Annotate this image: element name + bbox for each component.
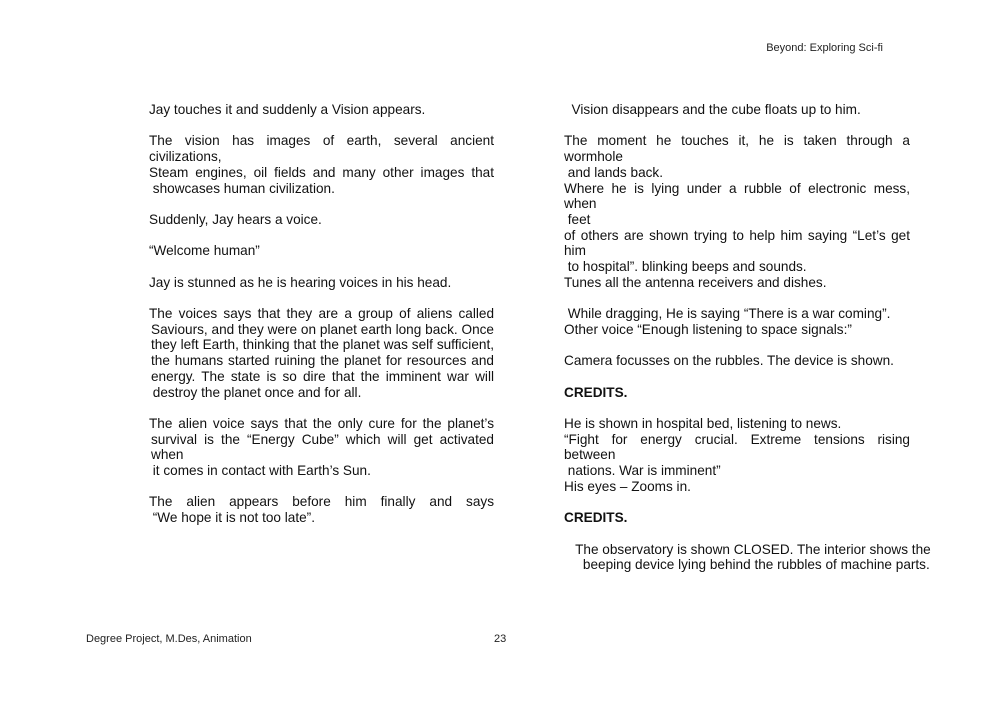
paragraph-line: Other voice “Enough listening to space signals:” bbox=[564, 321, 852, 337]
left-column bbox=[149, 102, 494, 526]
paragraph-line: “We hope it is not too late”. bbox=[149, 510, 315, 526]
paragraph-line: Tunes all the antenna receivers and dishes. bbox=[564, 274, 827, 290]
running-header: Beyond: Exploring Sci-fi bbox=[766, 42, 883, 54]
paragraph-line: Steam engines, oil fields and many other images that bbox=[149, 164, 494, 180]
credits-heading: CREDITS. bbox=[564, 384, 628, 400]
page-number: 23 bbox=[494, 633, 507, 645]
paragraph-line: While dragging, He is saying “There is a war coming”. bbox=[564, 306, 891, 322]
paragraph: Camera focusses on the rubbles. The device is shown. bbox=[564, 353, 894, 369]
paragraph-line: and lands back. bbox=[564, 164, 663, 180]
paragraph-line: The moment he touches it, he is taken through a wormhole bbox=[564, 133, 910, 165]
paragraph-line: to hospital”. blinking beeps and sounds. bbox=[564, 259, 807, 275]
paragraph-line: energy. The state is so dire that the imminent war will bbox=[151, 368, 494, 384]
footer-project: Degree Project, M.Des, Animation bbox=[86, 633, 252, 645]
paragraph: Suddenly, Jay hears a voice. bbox=[149, 211, 322, 227]
paragraph-line: “Fight for energy crucial. Extreme tensions rising between bbox=[564, 431, 910, 463]
paragraph: Jay touches it and suddenly a Vision appears. bbox=[149, 102, 426, 117]
paragraph-line: The voices says that they are a group of aliens called bbox=[149, 306, 494, 322]
paragraph-line: feet bbox=[564, 211, 591, 227]
paragraph: Jay is stunned as he is hearing voices in his head. bbox=[149, 274, 452, 290]
paragraph-line: His eyes – Zooms in. bbox=[564, 478, 691, 494]
paragraph-line: The vision has images of earth, several ancient civilizations, bbox=[149, 133, 494, 165]
paragraph-line: showcases human civilization. bbox=[149, 180, 335, 196]
paragraph-line: it comes in contact with Earth’s Sun. bbox=[149, 463, 371, 479]
paragraph-line: Where he is lying under a rubble of electronic mess, when bbox=[564, 180, 910, 212]
paragraph-line: The alien appears before him finally and says bbox=[149, 494, 494, 510]
paragraph-line: the humans started ruining the planet for resources and bbox=[151, 353, 494, 369]
paragraph-line: of others are shown trying to help him saying “Let’s get him bbox=[564, 227, 910, 259]
paragraph-line: they left Earth, thinking that the planet was self sufficient, bbox=[151, 337, 494, 353]
paragraph: “Welcome human” bbox=[149, 243, 260, 259]
paragraph-line: survival is the “Energy Cube” which will get activated when bbox=[151, 431, 494, 463]
right-column bbox=[564, 102, 931, 573]
paragraph-line: The observatory is shown CLOSED. The interior shows the bbox=[564, 541, 931, 557]
paragraph-line: Saviours, and they were on planet earth long back. Once bbox=[151, 321, 494, 337]
paragraph-line: beeping device lying behind the rubbles of machine parts. bbox=[564, 557, 930, 573]
credits-heading: CREDITS. bbox=[564, 510, 628, 526]
paragraph-line: The alien voice says that the only cure for the planet’s bbox=[149, 415, 494, 431]
paragraph: Vision disappears and the cube floats up to him. bbox=[564, 102, 861, 117]
paragraph-line: He is shown in hospital bed, listening to news. bbox=[564, 415, 842, 431]
paragraph-line: nations. War is imminent” bbox=[564, 463, 721, 479]
paragraph-line: destroy the planet once and for all. bbox=[149, 384, 362, 400]
